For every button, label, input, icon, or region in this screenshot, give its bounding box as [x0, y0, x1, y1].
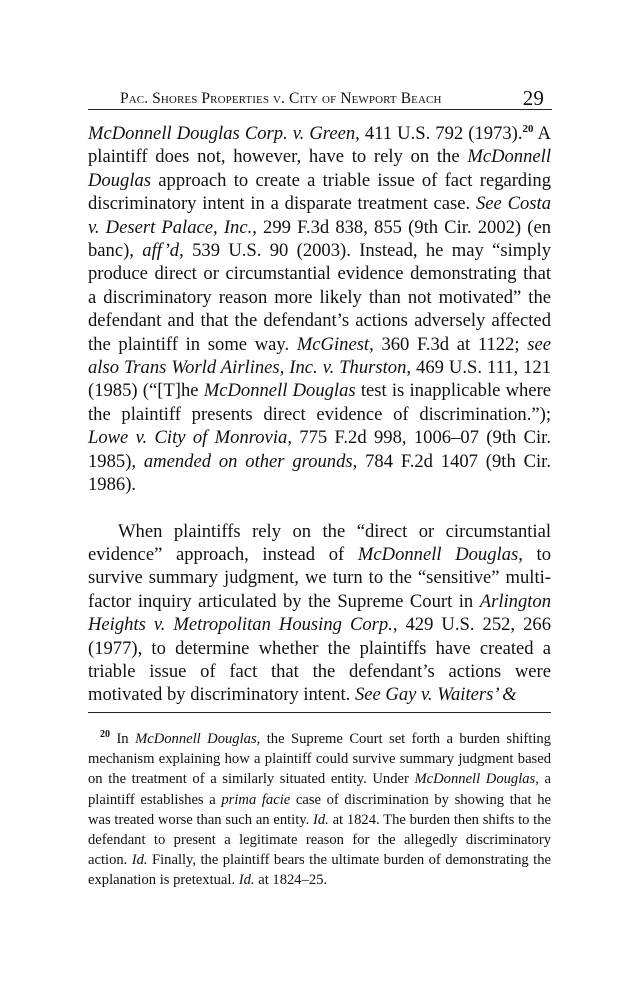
text-run: , 784 F.2d 1407 (9th Cir. 1986).: [88, 450, 551, 496]
text-run: test is inapplicable where the plaintiff presents direct evidence of discrimination.”);: [88, 380, 552, 425]
footnote-number: 20: [100, 729, 110, 741]
text-run: , 411 U.S. 792 (1973).: [355, 123, 523, 144]
footnote-paragraph: [88, 729, 551, 891]
text-run: , the Supreme Court set forth a burden shifting mechanism explaining how a plaintiff could survive summary judgment based on the treatment of a similarly situated entity. Under: [88, 731, 551, 788]
case-name: McDonnell Douglas: [357, 543, 519, 565]
text-run: , to survive summary judgment, we turn to the “sensitive” multi-factor inquiry articulated by the Supreme Court in: [88, 543, 552, 612]
case-name: McDonnell Douglas: [88, 146, 551, 191]
paragraph-2: [88, 520, 551, 707]
text-run: A plaintiff does not, however, have to rely on the: [88, 123, 551, 168]
text-run: at 1824. The burden then shifts to the defendant to present a legitimate reason for the allegedly discriminatory action.: [88, 811, 551, 869]
running-head-title: Pac. Shores Properties v. City of Newport Beach: [120, 90, 442, 107]
footnote-reference: 20: [522, 122, 534, 135]
paragraph-1: [88, 122, 551, 497]
running-header: [88, 86, 552, 110]
case-citation: see also Trans World Airlines, Inc. v. Thurston: [88, 333, 551, 379]
text-run: When plaintiffs rely on the “direct or circumstantial evidence” approach, instead of: [88, 520, 551, 565]
footnote-20: [88, 729, 551, 891]
case-citation: McDonnell Douglas Corp. v. Green: [88, 123, 356, 144]
text-run: , 775 F.2d 998, 1006–07 (9th Cir. 1985),: [88, 427, 551, 472]
latin-term: prima facie: [221, 791, 291, 808]
case-citation: Lowe v. City of Monrovia: [88, 427, 288, 449]
text-run: In: [110, 731, 136, 747]
case-name: McDonnell Douglas: [203, 380, 356, 402]
page-number: 29: [522, 86, 544, 110]
case-name: McDonnell Douglas: [414, 771, 536, 788]
main-text: [88, 122, 551, 707]
case-citation: Arlington Heights v. Metropolitan Housing Corp.: [88, 590, 551, 636]
id-citation: Id.: [238, 872, 255, 889]
text-run: , 360 F.3d at 1122;: [369, 333, 528, 355]
case-name: McDonnell Douglas: [135, 731, 257, 747]
text-run: , 429 U.S. 252, 266 (1977), to determine whether the plaintiffs have created a triable issue of fact that the defendant’s actions were motivated by discriminatory intent.: [88, 614, 551, 706]
text-run: , a plaintiff establishes a: [88, 771, 552, 808]
text-run: Finally, the plaintiff bears the ultimate burden of demonstrating the explanation is pretextual.: [88, 852, 551, 889]
text-run: , 299 F.3d 838, 855 (9th Cir. 2002) (en banc),: [88, 216, 551, 262]
case-name: McGinest: [296, 333, 370, 355]
id-citation: Id.: [131, 852, 148, 869]
case-citation: See Costa v. Desert Palace, Inc.: [88, 193, 551, 238]
case-citation: See Gay v. Waiters’ &: [354, 684, 517, 706]
text-run: approach to create a triable issue of fact regarding discriminatory intent in a disparate treatment case.: [88, 169, 551, 215]
text-run: , 469 U.S. 111, 121 (1985) (“[T]he: [88, 357, 551, 402]
text-run: at 1824–25.: [254, 872, 328, 889]
citation-signal: amended on other grounds: [143, 450, 353, 472]
id-citation: Id.: [313, 811, 329, 828]
footnote-separator: [88, 712, 551, 713]
text-run: case of discrimination by showing that he was treated worse than such an entity.: [88, 791, 551, 828]
text-run: , 539 U.S. 90 (2003). Instead, he may “simply produce direct or circumstantial evidence demonstrating that a discriminatory reason more likely than not motivated” the defendant and that the defendant’s actions adversely affected the plaintiff in some way.: [88, 240, 551, 355]
citation-signal: aff’d: [142, 240, 180, 262]
header-rule: [88, 109, 552, 110]
